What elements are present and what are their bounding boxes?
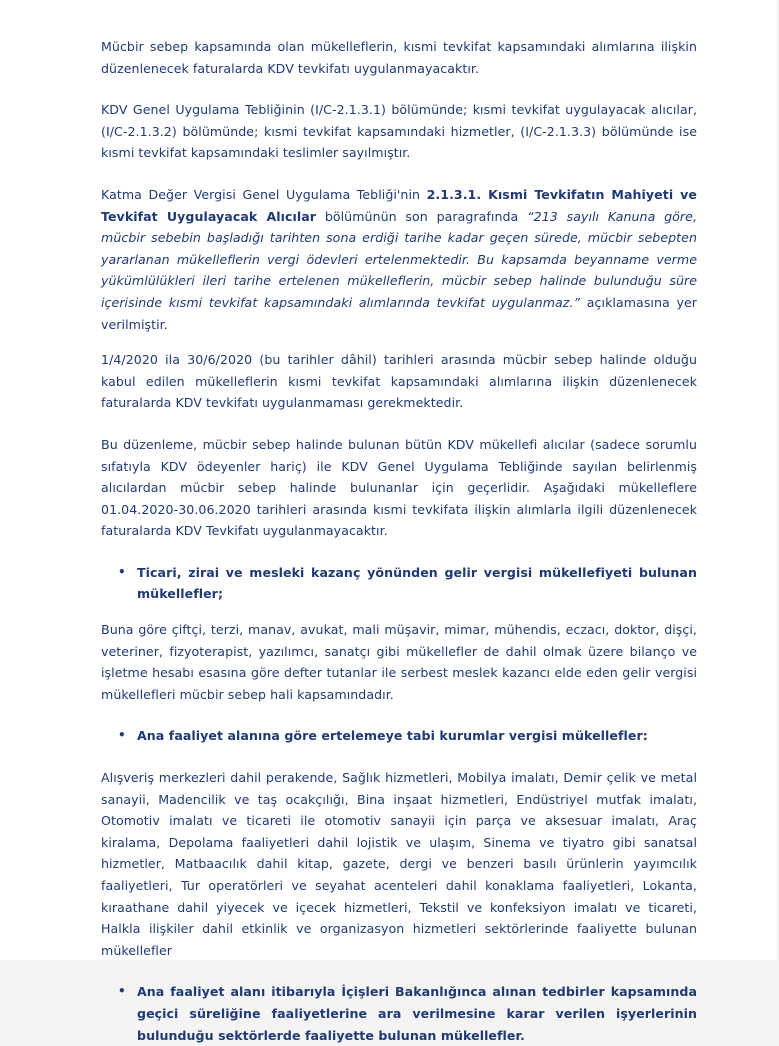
quote-lead: Katma Değer Vergisi Genel Uygulama Tebliği'nin — [101, 186, 427, 202]
bullet-icon: • — [118, 984, 126, 999]
bullet-text: Ticari, zirai ve mesleki kazanç yönünden gelir vergisi mükellefiyeti bulunan mükellefler; — [137, 564, 697, 602]
paragraph-force-majeure-intro: Mücbir sebep kapsamında olan mükelleflerin, kısmi tevkifat kapsamındaki alımlarına ilişkin düzenlenecek faturalarda KDV tevkifatı uygulanmayacaktır. — [101, 39, 697, 76]
bullet-icon: • — [118, 564, 126, 579]
bullet-icon: • — [118, 728, 126, 743]
paragraph-scope: Bu düzenleme, mücbir sebep halinde bulunan bütün KDV mükellefi alıcılar (sadece sorumlu sıfatıyla KDV ödeyenler hariç) ile KDV Genel Uygulama Tebliğinde sayılan belirlenmiş alıcılardan mücbir sebep halinde bulunanlar için geçerlidir. Aşağıdaki mükelleflere 01.04.2020-30.06.2020 tarihleri arasında kısmi tevkifata ilişkin alımlarla ilgili düzenlenecek faturalarda KDV Tevkifatı uygulanmayacaktır. — [101, 436, 697, 539]
paragraph-tebligat-quote — [101, 184, 697, 335]
paragraph-tebligat-sections: KDV Genel Uygulama Tebliğinin (I/C-2.1.3.1) bölümünde; kısmi tevkifat uygulayacak alıcılar, (I/C-2.1.3.2) bölümünde; kısmi tevkifat kapsamındaki hizmetler, (I/C-2.1.3.3) bölümünde ise kısmi tevkifat kapsamındaki teslimler sayılmıştır. — [101, 102, 697, 161]
quote-tail: açıklamasına yer verilmiştir. — [101, 294, 698, 332]
bullet-income-tax-payers — [101, 562, 697, 605]
quote-section-title: 2.1.3.1. Kısmi Tevkifatın Mahiyeti ve Tevkifat Uygulayacak Alıcılar — [101, 186, 697, 224]
bullet-corporate-tax-payers — [101, 725, 697, 747]
bullet-text: Ana faaliyet alanına göre ertelemeye tabi kurumlar vergisi mükellefler: — [137, 728, 648, 744]
paragraph-sectors: Alışveriş merkezleri dahil perakende, Sağlık hizmetleri, Mobilya imalatı, Demir çelik ve metal sanayii, Madencilik ve taş ocakçılığı, Bina inşaat hizmetleri, Endüstriyel mutfak imalatı, Otomotiv imalatı ve ticareti ile otomotiv sanayii için parça ve aksesuar imalatı, Araç kiralama, Depolama faaliyetleri dahil lojistik ve ulaşım, Sinema ve tiyatro gibi sanatsal hizmetler, Matbaacılık dahil kitap, gazete, dergi ve benzeri basılı ürünlerin yayımcılık faaliyetleri, Tur operatörleri ve seyahat acenteleri dahil konaklama faaliyetleri, Lokanta, kıraathane dahil yiyecek ve içecek hizmetleri, Tekstil ve konfeksiyon imalatı ve ticareti, Halkla ilişkiler dahil etkinlik ve organizasyon hizmetleri sektörlerinde faaliyette bulunan mükellefler — [101, 770, 697, 958]
bullet-interior-ministry — [101, 981, 697, 1046]
quote-italic: “213 sayılı Kanuna göre, mücbir sebebin başladığı tarihten sona erdiği tarihe kadar geçen sürede, mücbir sebepten yararlanan mükelleflerin vergi ödevleri ertelenmektedir. Bu kapsamda beyanname verme yükümlülükleri ileri tarihe ertelenen mükelleflerin, mücbir sebep halinde bulunduğu süre içerisinde kısmi tevkifat kapsamındaki alımlarında tevkifat uygulanmaz.” — [101, 208, 697, 310]
paragraph-professions: Buna göre çiftçi, terzi, manav, avukat, mali müşavir, mimar, mühendis, eczacı, doktor, dişçi, veteriner, fizyoterapist, yazılımcı, sanatçı gibi mükellefler de dahil olmak üzere bilanço ve işletme hesabı esasına göre defter tutanlar ile serbest meslek kazancı elde eden gelir vergisi mükellefleri mücbir sebep hali kapsamındadır. — [101, 622, 697, 702]
paragraph-date-range: 1/4/2020 ila 30/6/2020 (bu tarihler dâhil) tarihleri arasında mücbir sebep halinde olduğu kabul edilen mükelleflerin kısmi tevkifat kapsamındaki alımlarına ilişkin düzenlenecek faturalarda KDV tevkifatı uygulanmaması gerekmektedir. — [101, 352, 697, 411]
quote-mid: bölümünün son paragrafında — [316, 208, 528, 224]
bullet-text: Ana faaliyet alanı itibarıyla İçişleri Bakanlığınca alınan tedbirler kapsamında geçici süreliğine faaliyetlerine ara verilmesine karar verilen işyerlerinin bulunduğu sektörlerde faaliyette bulunan mükellefler. — [137, 984, 697, 1043]
